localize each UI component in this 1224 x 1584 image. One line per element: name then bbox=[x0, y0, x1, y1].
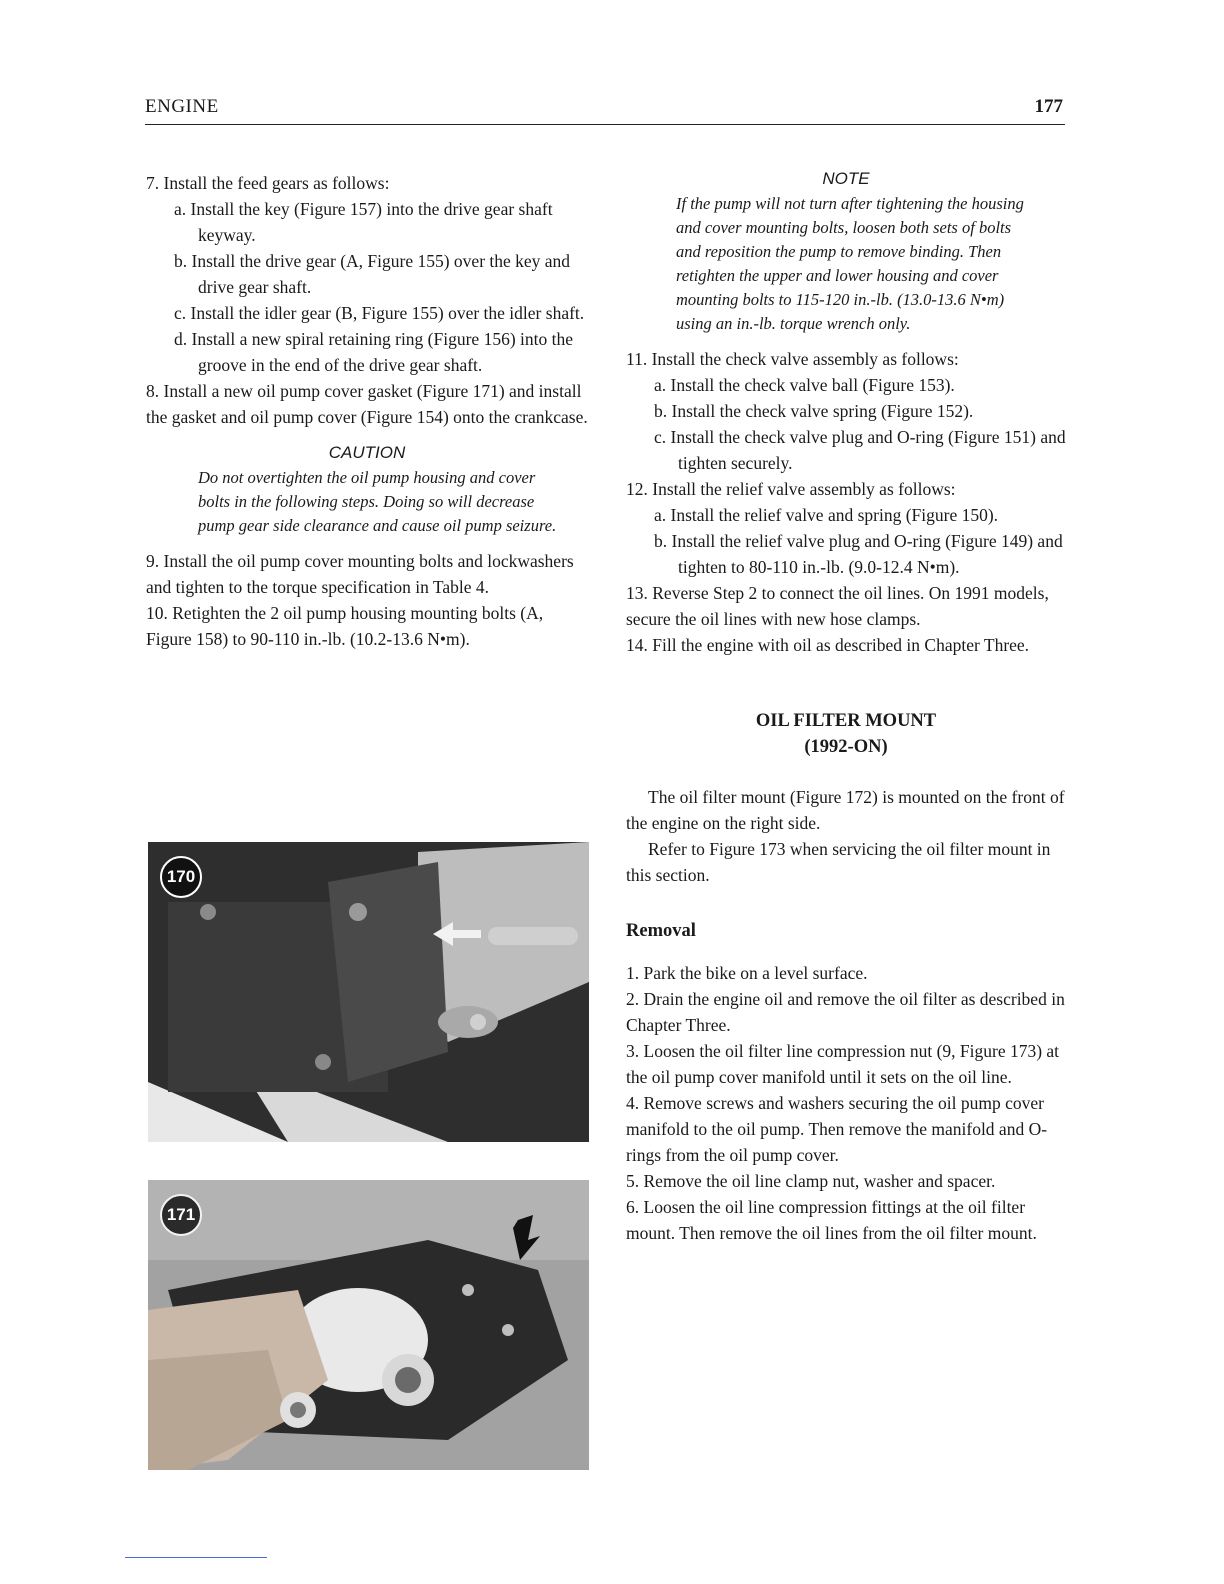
page-header bbox=[145, 96, 1065, 125]
step-14: 14. Fill the engine with oil as described in Chapter Three. bbox=[626, 635, 1030, 655]
step-7a: a. Install the key (Figure 157) into the drive gear shaft keyway. bbox=[174, 199, 553, 245]
intro-paragraph-2: Refer to Figure 173 when servicing the oil filter mount in this section. bbox=[626, 839, 1051, 885]
section-heading-oil-filter-mount: OIL FILTER MOUNT bbox=[755, 711, 937, 731]
removal-step-3: 3. Loosen the oil filter line compression nut (9, Figure 173) at the oil pump cover manifold until it sets on the oil line. bbox=[626, 1041, 1060, 1087]
step-7c: c. Install the idler gear (B, Figure 155) over the idler shaft. bbox=[174, 303, 585, 323]
removal-step-5: 5. Remove the oil line clamp nut, washer and spacer. bbox=[626, 1171, 996, 1191]
caution-text: Do not overtighten the oil pump housing and cover bolts in the following steps. Doing so will decrease pump gear side clearance and cause oil pump seizure. bbox=[198, 468, 557, 535]
note-title: NOTE bbox=[822, 169, 870, 188]
removal-step-6: 6. Loosen the oil line compression fittings at the oil filter mount. Then remove the oil lines from the oil filter mount. bbox=[626, 1197, 1037, 1243]
step-13: 13. Reverse Step 2 to connect the oil lines. On 1991 models, secure the oil lines with new hose clamps. bbox=[626, 583, 1049, 629]
removal-step-2: 2. Drain the engine oil and remove the oil filter as described in Chapter Three. bbox=[626, 989, 1065, 1035]
step-11: 11. Install the check valve assembly as follows: bbox=[626, 349, 959, 369]
section-title: ENGINE bbox=[145, 96, 219, 117]
figure-170-label: 170 bbox=[160, 856, 202, 898]
right-column bbox=[626, 166, 1066, 1246]
figure-171-label: 171 bbox=[160, 1194, 202, 1236]
step-12a: a. Install the relief valve and spring (Figure 150). bbox=[654, 505, 999, 525]
step-7d: d. Install a new spiral retaining ring (Figure 156) into the groove in the end of the drive gear shaft. bbox=[174, 329, 574, 375]
oil-pump-housing-photo bbox=[148, 842, 589, 1142]
note-text: If the pump will not turn after tightening the housing and cover mounting bolts, loosen both sets of bolts and reposition the pump to remove binding. Then retighten the upper and lower housing and cover mounting bolts to 115-120 in.-lb. (13.0-13.6 N•m) using an in.-lb. torque wrench only. bbox=[676, 194, 1024, 333]
step-7b: b. Install the drive gear (A, Figure 155) over the key and drive gear shaft. bbox=[174, 251, 571, 297]
oil-pump-cover-photo bbox=[148, 1180, 589, 1470]
step-9: 9. Install the oil pump cover mounting bolts and lockwashers and tighten to the torque specification in Table 4. bbox=[146, 551, 574, 597]
step-11b: b. Install the check valve spring (Figure 152). bbox=[654, 401, 974, 421]
removal-step-4: 4. Remove screws and washers securing the oil pump cover manifold to the oil pump. Then remove the manifold and O-rings from the oil pump cover. bbox=[626, 1093, 1048, 1165]
caution-title: CAUTION bbox=[328, 443, 406, 462]
figure-171-photo bbox=[148, 1180, 589, 1470]
intro-paragraph-1: The oil filter mount (Figure 172) is mounted on the front of the engine on the right side. bbox=[626, 787, 1065, 833]
page-number: 177 bbox=[1034, 96, 1063, 117]
step-12: 12. Install the relief valve assembly as follows: bbox=[626, 479, 956, 499]
step-8: 8. Install a new oil pump cover gasket (Figure 171) and install the gasket and oil pump cover (Figure 154) onto the crankcase. bbox=[146, 381, 588, 427]
step-7: 7. Install the feed gears as follows: bbox=[146, 173, 390, 193]
step-11a: a. Install the check valve ball (Figure 153). bbox=[654, 375, 955, 395]
figure-170-photo bbox=[148, 842, 589, 1142]
removal-step-1: 1. Park the bike on a level surface. bbox=[626, 963, 868, 983]
footer-rule bbox=[125, 1557, 267, 1558]
left-column bbox=[146, 170, 588, 652]
removal-heading: Removal bbox=[626, 921, 696, 941]
step-12b: b. Install the relief valve plug and O-ring (Figure 149) and tighten to 80-110 in.-lb. (9.0-12.4 N•m). bbox=[654, 531, 1063, 577]
section-heading-years: (1992-ON) bbox=[804, 737, 888, 757]
step-11c: c. Install the check valve plug and O-ring (Figure 151) and tighten securely. bbox=[654, 427, 1066, 473]
step-10: 10. Retighten the 2 oil pump housing mounting bolts (A, Figure 158) to 90-110 in.-lb. (10.2-13.6 N•m). bbox=[146, 603, 544, 649]
